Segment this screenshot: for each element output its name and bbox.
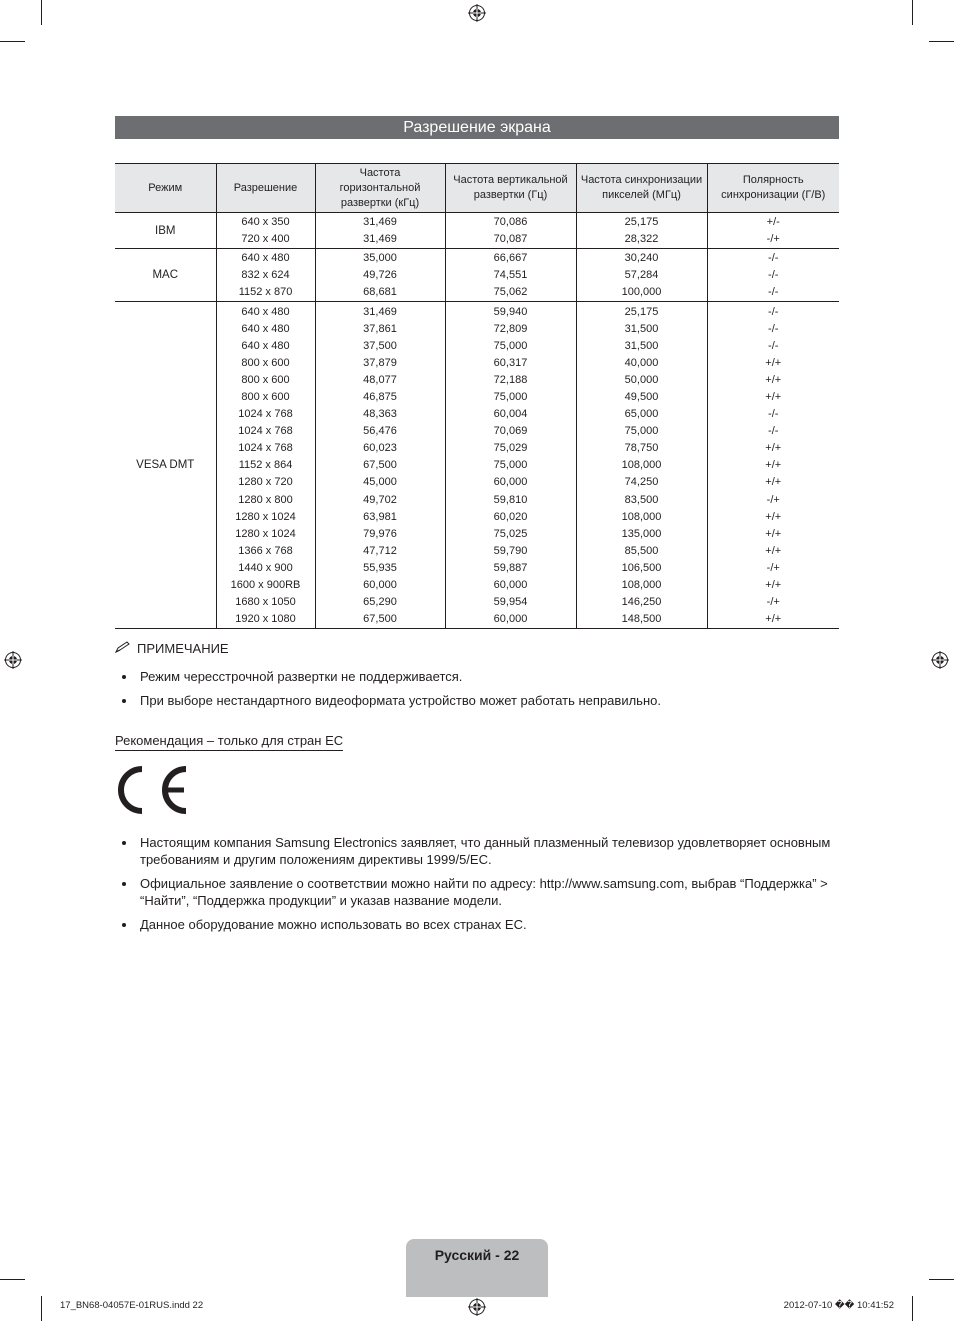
crop-mark [41, 0, 42, 25]
table-cell: 31,500 [576, 338, 707, 355]
mode-cell: VESA DMT [115, 302, 216, 629]
table-cell: 60,000 [315, 577, 445, 594]
table-cell: 37,861 [315, 321, 445, 338]
mode-cell: IBM [115, 213, 216, 249]
recommendation-list [115, 834, 839, 940]
table-cell: 640 x 350 [216, 213, 315, 232]
crop-mark [912, 0, 913, 25]
table-cell: 66,667 [445, 249, 576, 268]
table-cell: 60,004 [445, 406, 576, 423]
table-header-row [115, 164, 839, 213]
table-cell: 35,000 [315, 249, 445, 268]
table-cell: 60,000 [445, 474, 576, 491]
table-cell: 100,000 [576, 284, 707, 302]
table-cell: 83,500 [576, 492, 707, 509]
table-row [115, 338, 839, 355]
table-cell: -/- [707, 302, 839, 321]
table-cell: 63,981 [315, 509, 445, 526]
table-cell: 1280 x 800 [216, 492, 315, 509]
table-row [115, 267, 839, 284]
table-cell: 59,940 [445, 302, 576, 321]
table-cell: +/+ [707, 372, 839, 389]
note-heading [115, 641, 229, 656]
table-cell: +/+ [707, 355, 839, 372]
table-cell: +/+ [707, 577, 839, 594]
table-cell: +/+ [707, 543, 839, 560]
table-cell: 31,500 [576, 321, 707, 338]
table-cell: 106,500 [576, 560, 707, 577]
table-cell: 45,000 [315, 474, 445, 491]
table-cell: 50,000 [576, 372, 707, 389]
crop-mark [0, 1279, 25, 1280]
crop-mark [41, 1296, 42, 1321]
table-cell: 59,810 [445, 492, 576, 509]
table-cell: 65,290 [315, 594, 445, 611]
pencil-icon [115, 641, 137, 656]
table-cell: 1280 x 1024 [216, 509, 315, 526]
table-row [115, 492, 839, 509]
list-item: Настоящим компания Samsung Electronics заявляет, что данный плазменный телевизор удовлетворяет основным требованиям и другим положениям директивы 1999/5/EC. [115, 834, 839, 868]
table-cell: 108,000 [576, 577, 707, 594]
table-cell: +/+ [707, 509, 839, 526]
table-cell: 59,954 [445, 594, 576, 611]
table-row [115, 543, 839, 560]
list-item: Официальное заявление о соответствии можно найти по адресу: http://www.samsung.com, выбрав “Поддержка” > “Найти”, “Поддержка продукции” и указав название модели. [115, 875, 839, 909]
table-cell: 25,175 [576, 213, 707, 232]
column-header: Частота синхронизации пикселей (МГц) [576, 164, 707, 213]
table-cell: -/- [707, 321, 839, 338]
table-cell: 37,879 [315, 355, 445, 372]
table-cell: 108,000 [576, 457, 707, 474]
table-cell: +/+ [707, 389, 839, 406]
footer-file-info: 17_BN68-04057E-01RUS.indd 22 [60, 1300, 204, 1311]
table-cell: -/+ [707, 594, 839, 611]
table-cell: 832 x 624 [216, 267, 315, 284]
table-cell: 49,500 [576, 389, 707, 406]
table-cell: 30,240 [576, 249, 707, 268]
table-row [115, 423, 839, 440]
column-header: Частота горизонтальной развертки (кГц) [315, 164, 445, 213]
table-cell: 72,809 [445, 321, 576, 338]
table-cell: +/+ [707, 457, 839, 474]
crop-mark [912, 1296, 913, 1321]
table-cell: -/- [707, 249, 839, 268]
table-row [115, 321, 839, 338]
table-row [115, 302, 839, 321]
table-cell: 25,175 [576, 302, 707, 321]
table-cell: 68,681 [315, 284, 445, 302]
table-cell: 75,000 [445, 389, 576, 406]
table-cell: 55,935 [315, 560, 445, 577]
list-item: При выборе нестандартного видеоформата устройство может работать неправильно. [115, 692, 839, 709]
table-cell: 720 x 400 [216, 231, 315, 249]
table-body [115, 213, 839, 629]
table-row [115, 249, 839, 268]
table-row [115, 560, 839, 577]
table-cell: 74,551 [445, 267, 576, 284]
table-cell: 49,726 [315, 267, 445, 284]
table-cell: 60,317 [445, 355, 576, 372]
ce-logo [116, 764, 190, 821]
table-row [115, 355, 839, 372]
table-cell: 800 x 600 [216, 355, 315, 372]
table-cell: 800 x 600 [216, 372, 315, 389]
table-cell: +/+ [707, 526, 839, 543]
table-cell: 70,086 [445, 213, 576, 232]
table-cell: 37,500 [315, 338, 445, 355]
table-cell: 1440 x 900 [216, 560, 315, 577]
table-cell: 800 x 600 [216, 389, 315, 406]
table-cell: 31,469 [315, 302, 445, 321]
table-cell: -/- [707, 267, 839, 284]
table-row [115, 440, 839, 457]
resolution-table [115, 163, 839, 629]
table-cell: -/+ [707, 560, 839, 577]
table-row [115, 509, 839, 526]
table-cell: 1024 x 768 [216, 423, 315, 440]
table-cell: -/- [707, 284, 839, 302]
table-row [115, 372, 839, 389]
table-cell: 57,284 [576, 267, 707, 284]
registration-mark-icon [931, 651, 949, 669]
table-cell: 49,702 [315, 492, 445, 509]
registration-mark-icon [468, 1298, 486, 1316]
table-cell: 1366 x 768 [216, 543, 315, 560]
table-cell: 70,069 [445, 423, 576, 440]
table-row [115, 594, 839, 611]
table-row [115, 577, 839, 594]
table-row [115, 474, 839, 491]
note-title: ПРИМЕЧАНИЕ [137, 641, 229, 656]
footer-timestamp: 2012-07-10 �� 10:41:52 [783, 1300, 894, 1311]
table-cell: 1152 x 870 [216, 284, 315, 302]
table-cell: 135,000 [576, 526, 707, 543]
list-item: Данное оборудование можно использовать во всех странах ЕС. [115, 916, 839, 933]
table-cell: 1280 x 720 [216, 474, 315, 491]
table-cell: 108,000 [576, 509, 707, 526]
table-cell: 1600 x 900RB [216, 577, 315, 594]
recommendation-heading: Рекомендация – только для стран ЕС [115, 733, 343, 751]
table-cell: 48,077 [315, 372, 445, 389]
table-cell: -/- [707, 406, 839, 423]
table-cell: -/+ [707, 231, 839, 249]
table-cell: 31,469 [315, 231, 445, 249]
table-row [115, 611, 839, 629]
table-cell: 85,500 [576, 543, 707, 560]
table-cell: -/- [707, 423, 839, 440]
registration-mark-icon [468, 4, 486, 22]
table-cell: 640 x 480 [216, 249, 315, 268]
table-cell: -/- [707, 338, 839, 355]
table-row [115, 406, 839, 423]
table-cell: 48,363 [315, 406, 445, 423]
table-cell: 31,469 [315, 213, 445, 232]
table-cell: 148,500 [576, 611, 707, 629]
table-cell: 75,062 [445, 284, 576, 302]
table-cell: 1680 x 1050 [216, 594, 315, 611]
note-list [115, 668, 839, 716]
column-header: Частота вертикальной развертки (Гц) [445, 164, 576, 213]
table-cell: 75,000 [445, 457, 576, 474]
table-row [115, 231, 839, 249]
table-cell: 65,000 [576, 406, 707, 423]
table-cell: 640 x 480 [216, 338, 315, 355]
table-cell: 60,023 [315, 440, 445, 457]
table-cell: 59,887 [445, 560, 576, 577]
table-cell: 60,020 [445, 509, 576, 526]
column-header: Разрешение [216, 164, 315, 213]
column-header: Режим [115, 164, 216, 213]
column-header: Полярность синхронизации (Г/В) [707, 164, 839, 213]
table-cell: 640 x 480 [216, 302, 315, 321]
list-item: Режим чересстрочной развертки не поддерживается. [115, 668, 839, 685]
table-cell: 28,322 [576, 231, 707, 249]
table-cell: 1024 x 768 [216, 440, 315, 457]
table-cell: 60,000 [445, 577, 576, 594]
table-cell: 146,250 [576, 594, 707, 611]
table-cell: 40,000 [576, 355, 707, 372]
table-cell: 74,250 [576, 474, 707, 491]
crop-mark [0, 41, 25, 42]
crop-mark [929, 1279, 954, 1280]
table-cell: 1024 x 768 [216, 406, 315, 423]
table-cell: +/- [707, 213, 839, 232]
table-cell: 78,750 [576, 440, 707, 457]
table-cell: 67,500 [315, 611, 445, 629]
table-cell: 79,976 [315, 526, 445, 543]
table-cell: 67,500 [315, 457, 445, 474]
table-cell: -/+ [707, 492, 839, 509]
table-cell: 1920 x 1080 [216, 611, 315, 629]
table-cell: 59,790 [445, 543, 576, 560]
table-cell: 75,029 [445, 440, 576, 457]
registration-mark-icon [4, 651, 22, 669]
table-row [115, 213, 839, 232]
mode-cell: MAC [115, 249, 216, 302]
table-cell: 1152 x 864 [216, 457, 315, 474]
page-number: Русский - 22 [406, 1239, 548, 1297]
table-row [115, 389, 839, 406]
table-cell: 75,000 [445, 338, 576, 355]
table-cell: +/+ [707, 474, 839, 491]
table-cell: 60,000 [445, 611, 576, 629]
table-cell: 70,087 [445, 231, 576, 249]
table-cell: 75,000 [576, 423, 707, 440]
crop-mark [929, 41, 954, 42]
table-cell: 47,712 [315, 543, 445, 560]
table-cell: +/+ [707, 440, 839, 457]
table-row [115, 526, 839, 543]
table-cell: +/+ [707, 611, 839, 629]
table-row [115, 284, 839, 302]
table-cell: 1280 x 1024 [216, 526, 315, 543]
table-cell: 56,476 [315, 423, 445, 440]
table-cell: 75,025 [445, 526, 576, 543]
section-title: Разрешение экрана [115, 116, 839, 139]
table-cell: 640 x 480 [216, 321, 315, 338]
table-cell: 72,188 [445, 372, 576, 389]
table-row [115, 457, 839, 474]
table-cell: 46,875 [315, 389, 445, 406]
